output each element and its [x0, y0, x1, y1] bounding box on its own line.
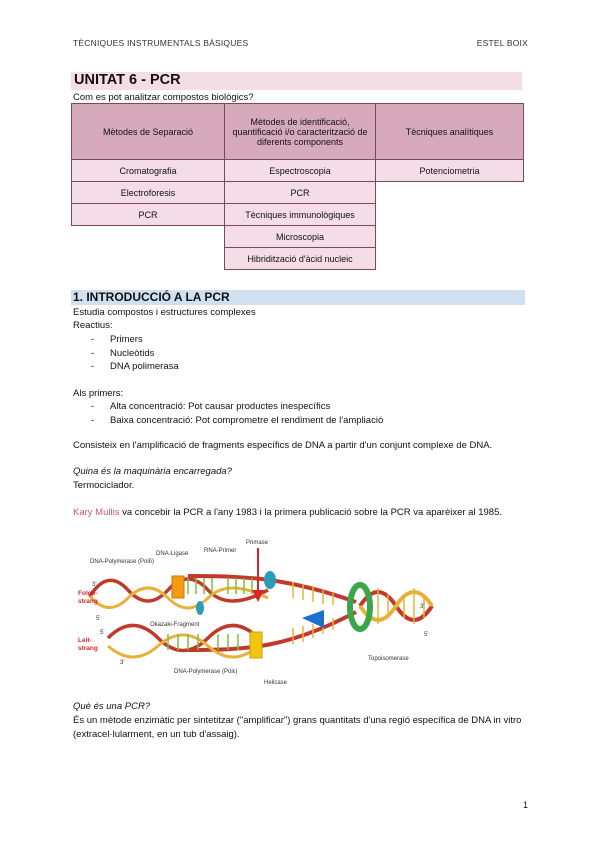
- table-cell: Potenciometria: [376, 160, 524, 182]
- list-item: Baixa concentració: Pot comprometre el rendiment de l'ampliació: [110, 415, 384, 426]
- table-empty: [72, 248, 225, 270]
- what-question: Què és una PCR?: [73, 701, 151, 712]
- bullet-dash: -: [91, 348, 95, 359]
- list-item: Nucleòtids: [110, 348, 155, 359]
- methods-table: [71, 103, 524, 270]
- label-prime-3-left: 3': [120, 660, 125, 666]
- dna-replication-figure: [78, 538, 438, 686]
- label-dna-polymerase-bottom: DNA-Polymerase (Polε): [174, 669, 238, 675]
- machine-question: Quina és la maquinària encarregada?: [73, 466, 232, 477]
- reagents-label: Reactius:: [73, 320, 113, 331]
- table-cell: PCR: [72, 204, 225, 226]
- table-header-analytical: Tècniques analítiques: [376, 104, 524, 160]
- label-dna-polymerase-top: DNA-Polymerase (Polδ): [90, 559, 155, 565]
- history-paragraph: [73, 506, 528, 520]
- bullet-dash: -: [91, 401, 95, 412]
- history-text: va concebir la PCR a l'any 1983 i la primera publicació sobre la PCR va aparèixer al 1985.: [119, 507, 502, 518]
- table-cell: Hibridització d'àcid nucleic: [225, 248, 376, 270]
- label-prime-3-right: 3': [420, 604, 425, 610]
- bullet-dash: -: [91, 361, 95, 372]
- label-dna-ligase: DNA-Ligase: [156, 551, 189, 557]
- table-empty: [376, 182, 524, 204]
- section-title: 1. INTRODUCCIÓ A LA PCR: [73, 290, 230, 304]
- label-prime-3-left-top: 3': [92, 582, 97, 588]
- table-empty: [376, 204, 524, 226]
- consists-paragraph: Consisteix en l'amplificació de fragments específics de DNA a partir d'un conjunt complexe de DNA.: [73, 440, 493, 451]
- leading-strand: [108, 626, 262, 659]
- label-prime-5-left-top: 5': [96, 616, 101, 622]
- list-item: DNA polimerasa: [110, 361, 179, 372]
- label-helicase: Helicase: [264, 680, 288, 686]
- table-cell: Microscopia: [225, 226, 376, 248]
- table-empty: [376, 248, 524, 270]
- what-answer: És un mètode enzimàtic per sintetitzar ("amplificar") grans quantitats d'una regió específica de DNA in vitro (extracel·lularment, en un tub d'assaig).: [73, 715, 522, 740]
- label-okazaki: Okazaki-Fragment: [150, 622, 200, 628]
- label-primase: Primase: [246, 540, 269, 546]
- unit-question: Com es pot analitzar compostos biològics?: [73, 92, 254, 103]
- label-folge-strang: strang: [78, 598, 98, 605]
- machine-answer: Termociclador.: [73, 480, 135, 491]
- list-item: Primers: [110, 334, 143, 345]
- bullet-dash: -: [91, 415, 95, 426]
- table-cell: Electroforesis: [72, 182, 225, 204]
- table-header-separation: Mètodes de Separació: [72, 104, 225, 160]
- table-cell: Cromatografia: [72, 160, 225, 182]
- label-leit-strang: strang: [78, 645, 98, 652]
- table-empty: [72, 226, 225, 248]
- label-rna-primer: RNA-Primer: [204, 548, 237, 554]
- table-header-identification: Mètodes de identificació, quantificació i/o caracterització de diferents components: [225, 104, 376, 160]
- list-item: Alta concentració: Pot causar productes inespecífics: [110, 401, 331, 412]
- bullet-dash: -: [91, 334, 95, 345]
- label-topoisomerase: Topoisomerase: [368, 656, 409, 662]
- label-leit: Leit-: [78, 637, 92, 644]
- table-cell: PCR: [225, 182, 376, 204]
- label-folge: Folge-: [78, 590, 98, 597]
- running-header-left: TÈCNIQUES INSTRUMENTALS BÀSIQUES: [73, 38, 249, 48]
- primers-label: Als primers:: [73, 388, 124, 399]
- author-name: Kary Mullis: [73, 507, 120, 518]
- unit-title: UNITAT 6 - PCR: [74, 72, 181, 88]
- studies-text: Estudia compostos i estructures complexes: [73, 307, 256, 318]
- label-prime-5-right: 5': [424, 632, 429, 638]
- label-prime-5-left: 5': [100, 630, 105, 636]
- table-empty: [376, 226, 524, 248]
- running-header-right: ESTEL BOIX: [476, 38, 528, 48]
- page-number: 1: [522, 800, 528, 810]
- table-cell: Espectroscopia: [225, 160, 376, 182]
- table-cell: Tècniques immunològiques: [225, 204, 376, 226]
